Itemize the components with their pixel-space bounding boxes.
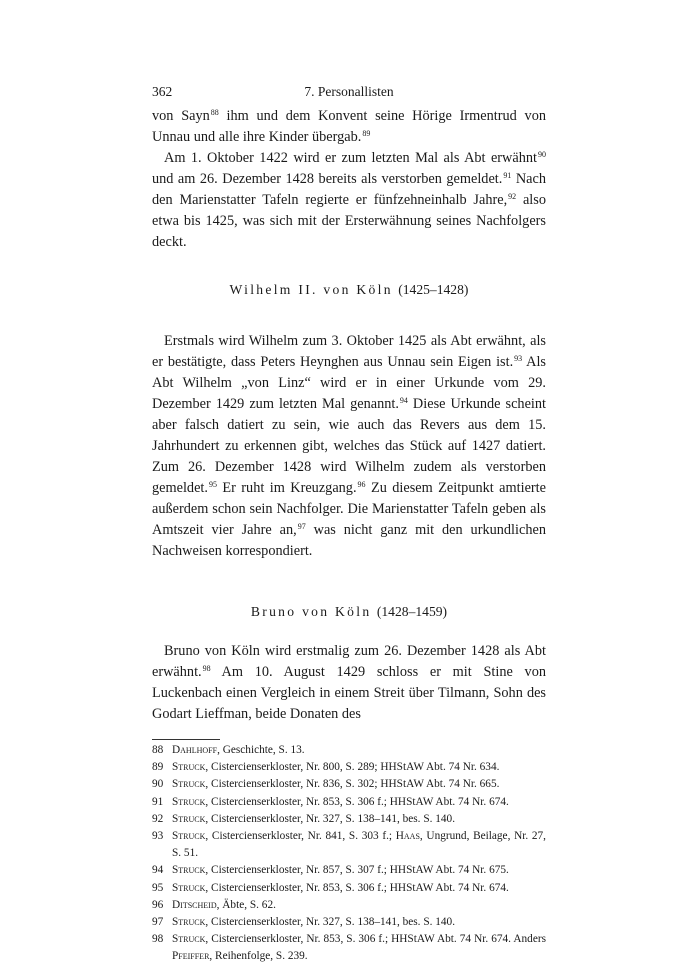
footnote: 94 Struck, Cistercienserkloster, Nr. 857, S. 307 f.; HHStAW Abt. 74 Nr. 675. <box>152 862 546 879</box>
footnote-number: 95 <box>152 881 164 894</box>
footnote-separator <box>152 739 220 740</box>
paragraph: Bruno von Köln wird erstmalig zum 26. Dezember 1428 als Abt erwähnt.$^{98}$ Am 10. August 1429 schloss er mit Stine von Luckenbach einen Vergleich in einem Streit über Tilmann, Sohn des Godart Lieffman, beide Donaten des <box>152 643 546 722</box>
running-header <box>152 84 546 104</box>
footnote-number: 96 <box>152 898 164 911</box>
footnote-ref[interactable]: 94 <box>399 396 408 405</box>
footnote: 96 Ditscheid, Äbte, S. 62. <box>152 897 546 914</box>
paragraph: Am 1. Oktober 1422 wird er zum letzten Mal als Abt erwähnt$^{90}$ und am 26. Dezember 1428 bereits als verstorben gemeldet.$^{91}$ Nach den Marienstatter Tafeln regierte er fünfzehneinhalb Jahre,$^{92}$ also etwa bis 1425, was sich mit der Ersterwähnung seines Nachfolgers deckt. <box>152 150 546 250</box>
footnote: 98 Struck, Cistercienserkloster, Nr. 853, S. 306 f.; HHStAW Abt. 74 Nr. 674. Anders Pfeiffer, Reihenfolge, S. 239. <box>152 931 546 965</box>
footnote: 89 Struck, Cistercienserkloster, Nr. 800, S. 289; HHStAW Abt. 74 Nr. 634. <box>152 759 546 776</box>
paragraph: Erstmals wird Wilhelm zum 3. Oktober 1425 als Abt erwähnt, als er bestätigte, dass Peters Heynghen aus Unnau sein Eigen ist.$^{93}$ Als Abt Wilhelm „von Linz“ wird er in einer Urkunde vom 29. Dezember 1429 zum letzten Mal genannt.$^{94}$ Diese Urkunde scheint aber falsch datiert zu sein, wie auch das Revers aus dem 15. Jahrhundert zu erkennen gibt, welches das Stück auf 1427 datiert. Zum 26. Dezember 1428 wird Wilhelm zudem als verstorben gemeldet.$^{95}$ Er ruht im Kreuzgang.$^{96}$ Zu diesem Zeitpunkt amtierte außerdem schon sein Nachfolger. Die Marienstatter Tafeln geben als Amtszeit vier Jahre an,$^{97}$ was nicht ganz mit den urkundlichen Nachweisen korrespondiert. <box>152 333 547 559</box>
footnote-ref[interactable]: 88 <box>210 108 219 117</box>
footnote: 95 Struck, Cistercienserkloster, Nr. 853, S. 306 f.; HHStAW Abt. 74 Nr. 674. <box>152 880 546 897</box>
footnote-ref[interactable]: 90 <box>538 150 546 159</box>
footnote-number: 89 <box>152 761 164 774</box>
footnote-number: 93 <box>152 830 164 843</box>
footnote-number: 94 <box>152 864 164 877</box>
heading-name: Bruno von Köln <box>250 604 372 619</box>
paragraph: von Sayn$^{88}$ ihm und dem Konvent seine Hörige Irmentrud von Unnau und alle ihre Kinder übergab.$^{89}$ <box>152 108 546 145</box>
heading-dates: (1428–1459) <box>376 604 448 619</box>
footnote-number: 90 <box>152 778 164 791</box>
footnote-number: 91 <box>152 795 164 808</box>
footnote-number: 97 <box>152 916 164 929</box>
footnotes <box>152 742 546 966</box>
footnote-number: 92 <box>152 812 164 825</box>
footnote: 90 Struck, Cistercienserkloster, Nr. 836, S. 302; HHStAW Abt. 74 Nr. 665. <box>152 776 546 793</box>
footnote-ref[interactable]: 96 <box>357 480 366 489</box>
section-heading <box>152 280 546 300</box>
footnote: 91 Struck, Cistercienserkloster, Nr. 853, S. 306 f.; HHStAW Abt. 74 Nr. 674. <box>152 794 546 811</box>
running-title: 7. Personallisten <box>304 84 394 99</box>
main-text <box>152 106 546 725</box>
footnote-ref[interactable]: 92 <box>508 192 517 201</box>
footnote-ref[interactable]: 97 <box>297 522 306 531</box>
page-number: 362 <box>152 84 173 99</box>
heading-dates: (1425–1428) <box>398 282 469 297</box>
page <box>152 84 546 966</box>
footnote-ref[interactable]: 95 <box>208 480 217 489</box>
footnote-ref[interactable]: 98 <box>202 664 211 673</box>
footnote: 92 Struck, Cistercienserkloster, Nr. 327, S. 138–141, bes. S. 140. <box>152 811 546 828</box>
footnote: 88 Dahlhoff, Geschichte, S. 13. <box>152 742 546 759</box>
heading-name: Wilhelm II. von Köln <box>229 282 393 297</box>
footnote: 97 Struck, Cistercienserkloster, Nr. 327, S. 138–141, bes. S. 140. <box>152 914 546 931</box>
footnote-number: 98 <box>152 933 164 946</box>
section-heading <box>152 602 546 622</box>
footnote-ref[interactable]: 89 <box>362 129 371 138</box>
footnote-number: 88 <box>152 744 164 756</box>
footnote: 93 Struck, Cistercienserkloster, Nr. 841, S. 303 f.; Haas, Ungrund, Beilage, Nr. 27, S. 51. <box>152 828 546 862</box>
footnote-ref[interactable]: 93 <box>514 354 523 363</box>
footnote-ref[interactable]: 91 <box>503 171 512 180</box>
